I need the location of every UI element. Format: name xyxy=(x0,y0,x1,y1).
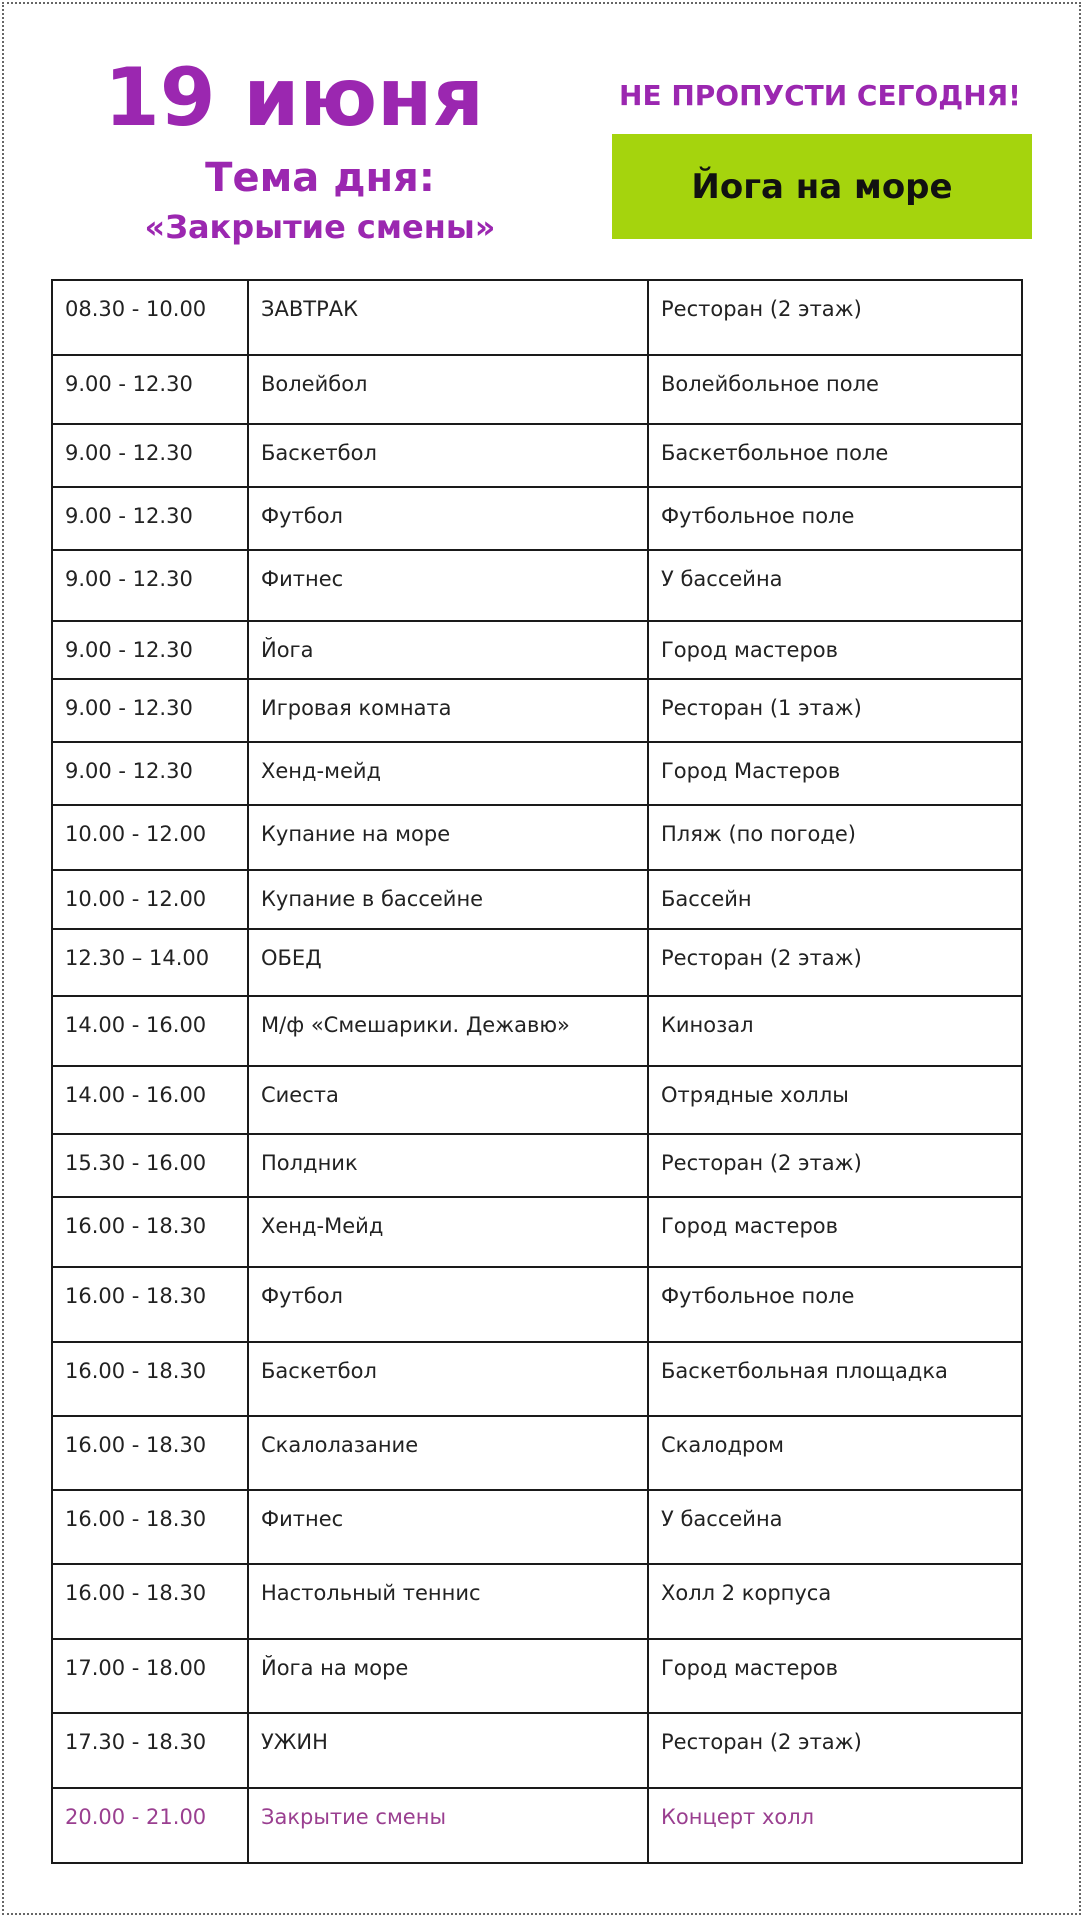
activity-cell: Футбол xyxy=(248,487,648,550)
activity-cell: Закрытие смены xyxy=(248,1788,648,1863)
activity-cell: Хенд-Мейд xyxy=(248,1197,648,1267)
schedule-row xyxy=(52,1564,1022,1639)
schedule-row xyxy=(52,550,1022,621)
time-cell: 16.00 - 18.30 xyxy=(52,1342,248,1416)
place-cell: Город Мастеров xyxy=(648,742,1022,805)
activity-cell: ОБЕД xyxy=(248,929,648,996)
activity-cell: Футбол xyxy=(248,1267,648,1342)
promo-event: Йога на море xyxy=(691,166,953,207)
time-cell: 14.00 - 16.00 xyxy=(52,1066,248,1134)
place-cell: У бассейна xyxy=(648,1490,1022,1564)
schedule-row xyxy=(52,1639,1022,1713)
time-cell: 08.30 - 10.00 xyxy=(52,280,248,355)
time-cell: 9.00 - 12.30 xyxy=(52,550,248,621)
schedule-row xyxy=(52,996,1022,1066)
place-cell: Город мастеров xyxy=(648,621,1022,679)
place-cell: Волейбольное поле xyxy=(648,355,1022,424)
place-cell: Ресторан (2 этаж) xyxy=(648,280,1022,355)
schedule-row xyxy=(52,621,1022,679)
time-cell: 16.00 - 18.30 xyxy=(52,1267,248,1342)
time-cell: 12.30 – 14.00 xyxy=(52,929,248,996)
place-cell: Бассейн xyxy=(648,870,1022,929)
place-cell: Футбольное поле xyxy=(648,487,1022,550)
schedule-row xyxy=(52,805,1022,870)
activity-cell: М/ф «Смешарики. Дежавю» xyxy=(248,996,648,1066)
activity-cell: Баскетбол xyxy=(248,424,648,487)
place-cell: Баскетбольное поле xyxy=(648,424,1022,487)
place-cell: Отрядные холлы xyxy=(648,1066,1022,1134)
activity-cell: Баскетбол xyxy=(248,1342,648,1416)
time-cell: 16.00 - 18.30 xyxy=(52,1197,248,1267)
schedule-row xyxy=(52,870,1022,929)
activity-cell: ЗАВТРАК xyxy=(248,280,648,355)
activity-cell: Йога xyxy=(248,621,648,679)
time-cell: 10.00 - 12.00 xyxy=(52,805,248,870)
time-cell: 9.00 - 12.30 xyxy=(52,424,248,487)
schedule-row-highlighted xyxy=(52,1788,1022,1863)
activity-cell: Настольный теннис xyxy=(248,1564,648,1639)
place-cell: Холл 2 корпуса xyxy=(648,1564,1022,1639)
promo-heading: НЕ ПРОПУСТИ СЕГОДНЯ! xyxy=(619,79,1021,112)
time-cell: 10.00 - 12.00 xyxy=(52,870,248,929)
activity-cell: Фитнес xyxy=(248,550,648,621)
place-cell: Кинозал xyxy=(648,996,1022,1066)
date-title: 19 июня xyxy=(104,51,484,144)
time-cell: 9.00 - 12.30 xyxy=(52,679,248,742)
activity-cell: Купание в бассейне xyxy=(248,870,648,929)
schedule-row xyxy=(52,1713,1022,1788)
time-cell: 9.00 - 12.30 xyxy=(52,487,248,550)
activity-cell: Фитнес xyxy=(248,1490,648,1564)
place-cell: Футбольное поле xyxy=(648,1267,1022,1342)
schedule-row xyxy=(52,280,1022,355)
activity-cell: Купание на море xyxy=(248,805,648,870)
schedule-row xyxy=(52,1490,1022,1564)
place-cell: Скалодром xyxy=(648,1416,1022,1490)
time-cell: 16.00 - 18.30 xyxy=(52,1416,248,1490)
place-cell: Баскетбольная площадка xyxy=(648,1342,1022,1416)
activity-cell: Сиеста xyxy=(248,1066,648,1134)
activity-cell: Скалолазание xyxy=(248,1416,648,1490)
place-cell: Пляж (по погоде) xyxy=(648,805,1022,870)
time-cell: 17.00 - 18.00 xyxy=(52,1639,248,1713)
schedule-row xyxy=(52,929,1022,996)
activity-cell: Игровая комната xyxy=(248,679,648,742)
activity-cell: Полдник xyxy=(248,1134,648,1197)
theme-name: «Закрытие смены» xyxy=(144,208,496,246)
place-cell: Город мастеров xyxy=(648,1639,1022,1713)
schedule-row xyxy=(52,355,1022,424)
place-cell: Город мастеров xyxy=(648,1197,1022,1267)
activity-cell: Йога на море xyxy=(248,1639,648,1713)
theme-label: Тема дня: xyxy=(205,155,435,201)
time-cell: 9.00 - 12.30 xyxy=(52,355,248,424)
schedule-table xyxy=(51,279,1023,1864)
schedule-row xyxy=(52,424,1022,487)
schedule-row xyxy=(52,679,1022,742)
time-cell: 20.00 - 21.00 xyxy=(52,1788,248,1863)
place-cell: Ресторан (1 этаж) xyxy=(648,679,1022,742)
activity-cell: Хенд-мейд xyxy=(248,742,648,805)
activity-cell: Волейбол xyxy=(248,355,648,424)
place-cell: Ресторан (2 этаж) xyxy=(648,1134,1022,1197)
schedule-row xyxy=(52,1134,1022,1197)
schedule-row xyxy=(52,1197,1022,1267)
place-cell: У бассейна xyxy=(648,550,1022,621)
time-cell: 9.00 - 12.30 xyxy=(52,621,248,679)
schedule-row xyxy=(52,1267,1022,1342)
time-cell: 16.00 - 18.30 xyxy=(52,1564,248,1639)
place-cell: Ресторан (2 этаж) xyxy=(648,929,1022,996)
schedule-row xyxy=(52,1342,1022,1416)
place-cell: Концерт холл xyxy=(648,1788,1022,1863)
schedule-row xyxy=(52,1416,1022,1490)
time-cell: 16.00 - 18.30 xyxy=(52,1490,248,1564)
time-cell: 9.00 - 12.30 xyxy=(52,742,248,805)
schedule-row xyxy=(52,487,1022,550)
schedule-row xyxy=(52,742,1022,805)
time-cell: 17.30 - 18.30 xyxy=(52,1713,248,1788)
time-cell: 15.30 - 16.00 xyxy=(52,1134,248,1197)
promo-banner xyxy=(612,134,1032,239)
schedule-row xyxy=(52,1066,1022,1134)
place-cell: Ресторан (2 этаж) xyxy=(648,1713,1022,1788)
activity-cell: УЖИН xyxy=(248,1713,648,1788)
time-cell: 14.00 - 16.00 xyxy=(52,996,248,1066)
